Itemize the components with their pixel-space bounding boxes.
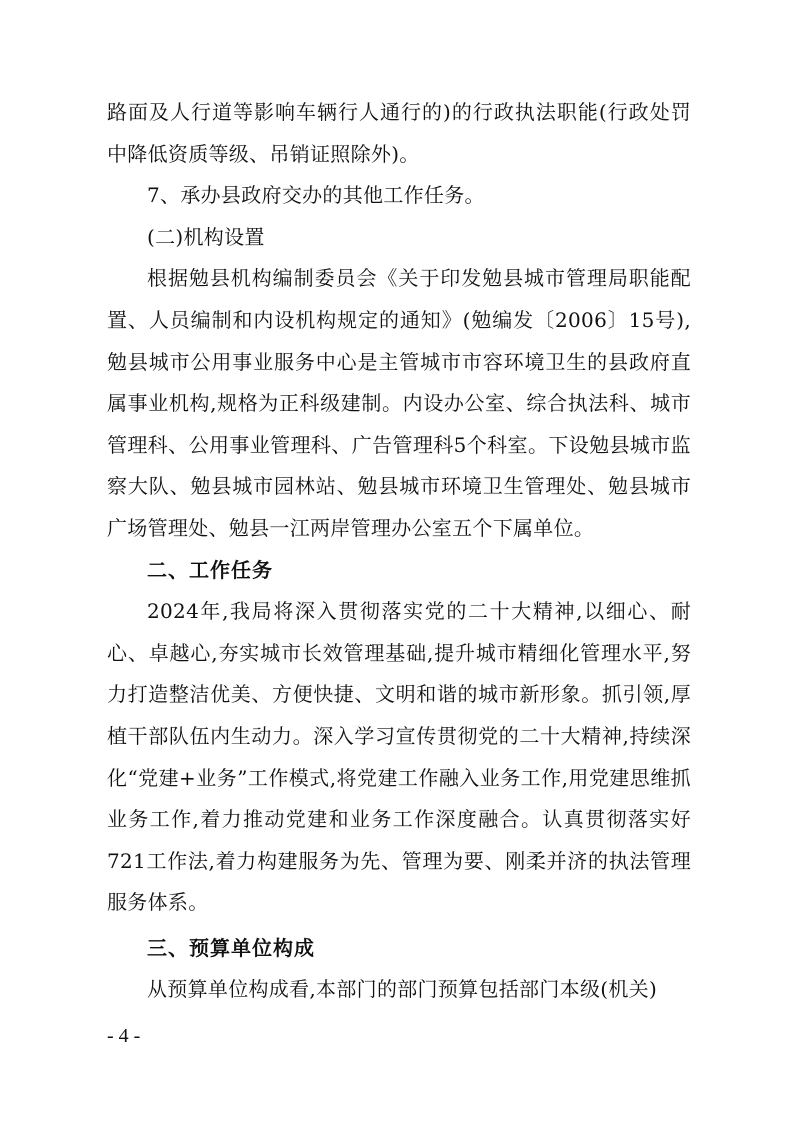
subheading-organization-setup: (二)机构设置 — [147, 224, 265, 249]
paragraph-organization-details: 根据勉县机构编制委员会《关于印发勉县城市管理局职能配置、人员编制和内设机构规定的通知》(勉编发〔2006〕15号),勉县城市公用事业服务中心是主管城市市容环境卫生的县政府直属事业机构,规格为正科级建制。内设办公室、综合执法科、城市管理科、公用事业管理科、广告管理科5个科室。下设勉县城市监察大队、勉县城市园林站、勉县城市环境卫生管理处、勉县城市广场管理处、勉县一江两岸管理办公室五个下属单位。 — [107, 266, 691, 540]
paragraph-work-tasks: 2024年,我局将深入贯彻落实党的二十大精神,以细心、耐心、卓越心,夯实城市长效管理基础,提升城市精细化管理水平,努力打造整洁优美、方便快捷、文明和谐的城市新形象。抓引领,厚植干部队伍内生动力。深入学习宣传贯彻党的二十大精神,持续深化“党建+业务”工作模式,将党建工作融入业务工作,用党建思维抓业务工作,着力推动党建和业务工作深度融合。认真贯彻落实好721工作法,着力构建服务为先、管理为要、刚柔并济的执法管理服务体系。 — [107, 599, 691, 915]
paragraph-functions-continued: 路面及人行道等影响车辆行人通行的)的行政执法职能(行政处罚中降低资质等级、吊销证照除外)。 — [107, 100, 691, 166]
document-body — [107, 92, 691, 1011]
paragraph-function-7: 7、承办县政府交办的其他工作任务。 — [147, 183, 485, 208]
paragraph-budget-units: 从预算单位构成看,本部门的部门预算包括部门本级(机关) — [147, 977, 658, 1002]
page-number: - 4 - — [107, 1025, 141, 1047]
section-heading-budget-units: 三、预算单位构成 — [147, 935, 315, 960]
section-heading-work-tasks: 二、工作任务 — [147, 557, 273, 582]
